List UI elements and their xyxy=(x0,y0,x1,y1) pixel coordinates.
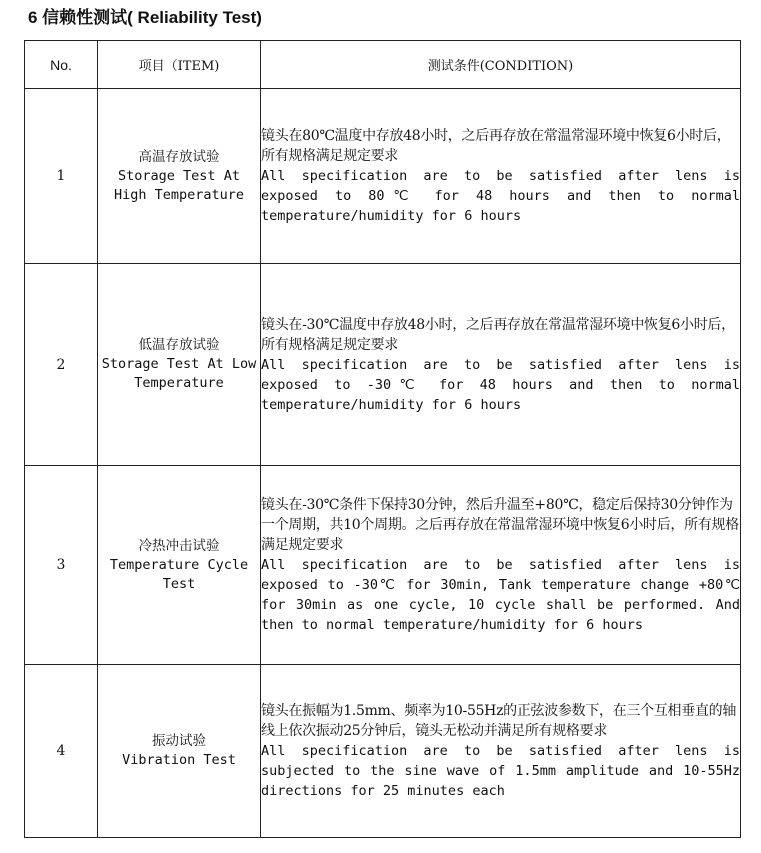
header-no: No. xyxy=(25,41,98,89)
item-name-en-line: Storage Test At xyxy=(118,167,240,184)
table-header-row xyxy=(25,41,741,89)
item-cell xyxy=(98,466,261,665)
condition-en: All specification are to be satisfied after lens is exposed to -30℃ for 48 hours and then to normal temperature/humidity for 6 hours xyxy=(261,356,740,413)
item-name-zh: 高温存放试验 xyxy=(138,148,220,165)
condition-zh: 镜头在-30℃温度中存放48小时，之后再存放在常温常湿环境中恢复6小时后，所有规格满足规定要求 xyxy=(261,316,735,353)
condition-en: All specification are to be satisfied after lens is subjected to the sine wave of 1.5mm amplitude and 10-55Hz directions for 25 minutes each xyxy=(261,743,740,799)
item-name-en-line: Test xyxy=(162,575,196,592)
condition-cell xyxy=(261,89,741,264)
row-number: 2 xyxy=(25,264,98,466)
table-row xyxy=(25,264,741,466)
item-cell xyxy=(98,665,261,838)
item-name-en-line: High Temperature xyxy=(113,186,245,203)
item-cell xyxy=(98,89,261,264)
condition-en: All specification are to be satisfied after lens is exposed to 80℃ for 48 hours and then to normal temperature/humidity for 6 hours xyxy=(261,168,740,224)
item-name-zh: 振动试验 xyxy=(152,733,206,749)
condition-cell xyxy=(261,466,741,665)
item-name-zh: 低温存放试验 xyxy=(138,337,220,353)
condition-zh: 镜头在80℃温度中存放48小时，之后再存放在常温常湿环境中恢复6小时后，所有规格满足规定要求 xyxy=(261,128,731,164)
header-condition: 测试条件(CONDITION) xyxy=(261,41,741,89)
condition-zh: 镜头在振幅为1.5mm、频率为10-55Hz的正弦波参数下，在三个互相垂直的轴线上依次振动25分钟后，镜头无松动并满足所有规格要求 xyxy=(261,703,737,739)
item-name-en-line: Vibration Test xyxy=(122,752,236,768)
item-name-en-line: Temperature Cycle xyxy=(109,556,249,573)
section-title: 6 信赖性测试( Reliability Test) xyxy=(28,8,262,27)
item-cell xyxy=(98,264,261,466)
item-name-en-line: Storage Test At Low xyxy=(101,356,257,372)
reliability-test-table xyxy=(24,40,741,838)
condition-cell xyxy=(261,264,741,466)
table-row xyxy=(25,89,741,264)
condition-zh: 镜头在-30℃条件下保持30分钟，然后升温至+80℃，稳定后保持30分钟作为一个周期，共10个周期。之后再存放在常温常湿环境中恢复6小时后，所有规格满足规定要求 xyxy=(261,497,739,553)
item-name-en-line: Temperature xyxy=(134,375,224,391)
header-item: 项目（ITEM) xyxy=(98,41,261,89)
condition-cell xyxy=(261,665,741,838)
row-number: 4 xyxy=(25,665,98,838)
condition-en: All specification are to be satisfied after lens is exposed to -30℃ for 30min, Tank temperature change +80℃ for 30min as one cycle, 10 cycle shall be performed. And then to normal temperature/humidity for 6 hours xyxy=(261,557,740,633)
row-number: 1 xyxy=(25,89,98,264)
item-name-zh: 冷热冲击试验 xyxy=(138,537,220,554)
table-row xyxy=(25,665,741,838)
row-number: 3 xyxy=(25,466,98,665)
table-row xyxy=(25,466,741,665)
